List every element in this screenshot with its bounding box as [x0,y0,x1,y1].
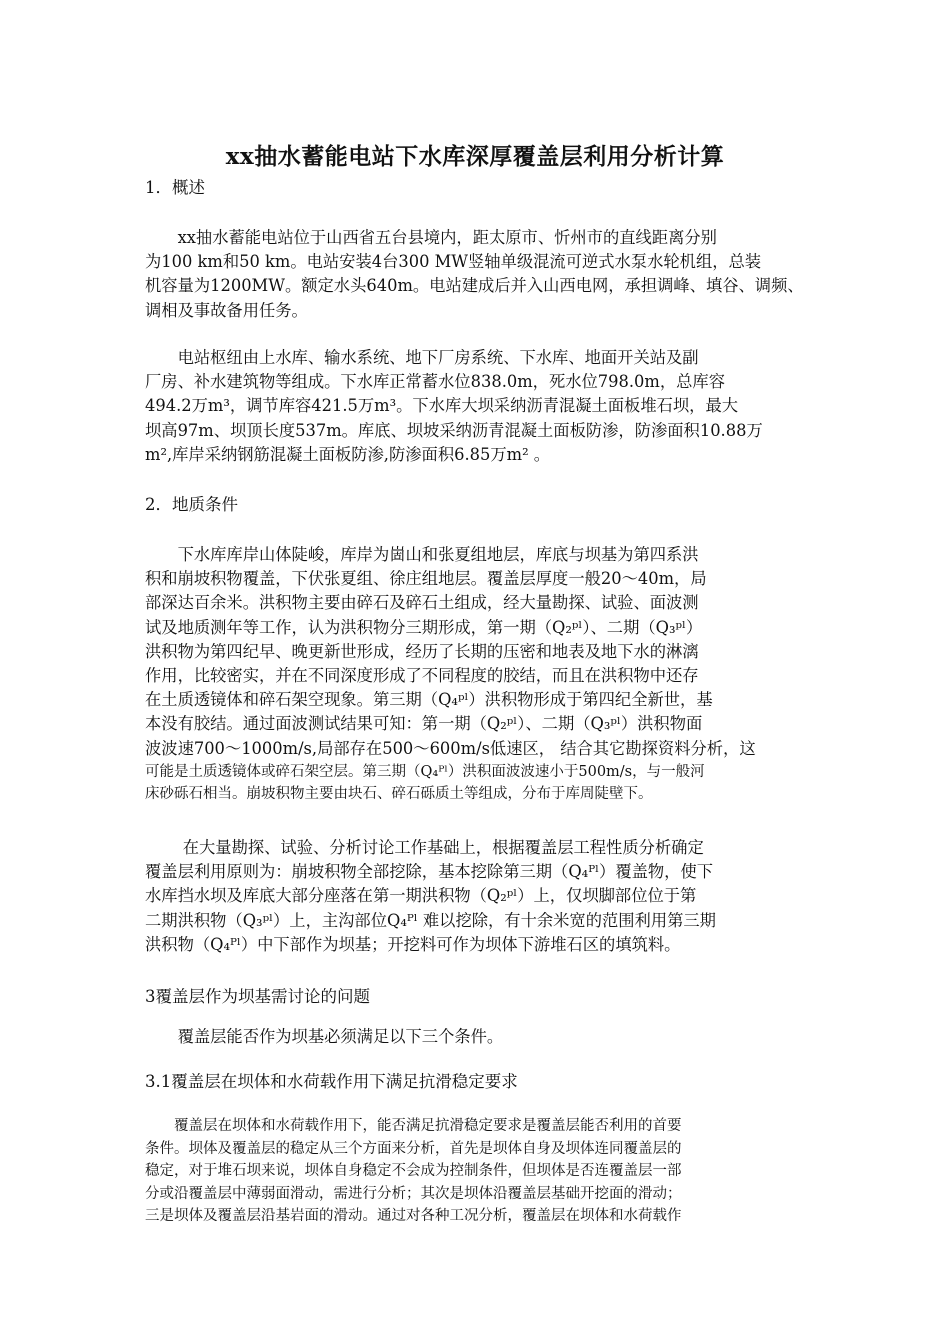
text-line: 洪积物为第四纪早、晚更新世形成，经历了长期的压密和地表及地下水的淋漓 [145,641,699,661]
text-line: 部深达百余米。洪积物主要由碎石及碎石土组成，经大量勘探、试验、面波测 [145,593,699,613]
section-3-1-heading: 3.1覆盖层在坝体和水荷载作用下满足抗滑稳定要求 [145,1072,518,1091]
section-1-heading: 1．概述 [145,178,205,197]
text-line: 试及地质测年等工作，认为洪积物分三期形成，第一期（Q₂ᵖˡ）、二期（Q₃ᵖˡ） [145,617,703,637]
text-line: 三是坝体及覆盖层沿基岩面的滑动。通过对各种工况分析，覆盖层在坝体和水荷载作 [145,1208,682,1224]
text-line: 作用，比较密实，并在不同深度形成了不同程度的胶结，而且在洪积物中还存 [145,666,699,686]
text-line: 下水库库岸山体陡峻，库岸为崮山和张夏组地层，库底与坝基为第四系洪 [145,545,699,564]
text-line: 波波速700～1000m/s,局部存在500～600m/s低速区， 结合其它勘探资料分析，这 [145,738,756,758]
section-3-1-paragraph-1 [145,1115,807,1228]
text-line: 电站枢纽由上水库、输水系统、地下厂房系统、下水库、地面开关站及副 [145,348,699,367]
section-2-heading: 2．地质条件 [145,495,238,514]
text-line: 二期洪积物（Q₃ᵖˡ）上，主沟部位Q₄ᴾˡ 难以挖除，有十余米宽的范围利用第三期 [145,910,716,930]
text-line: xx抽水蓄能电站位于山西省五台县境内，距太原市、忻州市的直线距离分别 [145,228,717,247]
text-line: 覆盖层能否作为坝基必须满足以下三个条件。 [145,1027,504,1046]
text-line: 可能是土质透镜体或碎石架空层。第三期（Q₄ᴾˡ）洪积面波波速小于500m/s，与一般河 [145,763,705,780]
text-line: 水库挡水坝及库底大部分座落在第一期洪积物（Q₂ᵖˡ）上，仅坝脚部位位于第 [145,886,697,906]
text-line: 为100 km和50 km。电站安装4台300 MW竖轴单级混流可逆式水泵水轮机组，总装 [145,252,762,272]
text-line: 分或沿覆盖层中薄弱面滑动，需进行分析；其次是坝体沿覆盖层基础开挖面的滑动； [145,1185,682,1202]
section-1-paragraph-1 [145,226,807,323]
section-2-paragraph-2 [145,836,807,957]
text-line: 机容量为1200MW。额定水头640m。电站建成后并入山西电网，承担调峰、填谷、调频、 [145,276,804,296]
text-line: 覆盖层在坝体和水荷载作用下，能否满足抗滑稳定要求是覆盖层能否利用的首要 [145,1118,682,1134]
text-line: 稳定，对于堆石坝来说，坝体自身稳定不会成为控制条件，但坝体是否连覆盖层一部 [145,1163,682,1179]
text-line: 494.2万m³，调节库容421.5万m³。下水库大坝采纳沥青混凝土面板堆石坝，最大 [145,396,739,416]
text-line: 在大量勘探、试验、分析讨论工作基础上，根据覆盖层工程性质分析确定 [145,838,704,857]
text-line: 调相及事故备用任务。 [145,300,308,320]
text-line: 覆盖层利用原则为：崩坡积物全部挖除，基本挖除第三期（Q₄ᴾˡ）覆盖物，使下 [145,862,714,882]
text-line: 厂房、补水建筑物等组成。下水库正常蓄水位838.0m，死水位798.0m，总库容 [145,372,725,392]
document-title: xx抽水蓄能电站下水库深厚覆盖层利用分析计算 [225,143,725,170]
section-3-heading: 3覆盖层作为坝基需讨论的问题 [145,987,370,1006]
section-1-paragraph-2 [145,346,807,467]
text-line: 坝高97m、坝顶长度537m。库底、坝坡采纳沥青混凝土面板防渗，防渗面积10.88万 [145,420,763,440]
text-line: 洪积物（Q₄ᴾˡ）中下部作为坝基；开挖料可作为坝体下游堆石区的填筑料。 [145,934,681,954]
text-line: 本没有胶结。通过面波测试结果可知：第一期（Q₂ᵖˡ）、二期（Q₃ᵖˡ）洪积物面 [145,714,703,734]
section-2-paragraph-1 [145,543,807,806]
text-line: 在土质透镜体和碎石架空现象。第三期（Q₄ᵖˡ）洪积物形成于第四纪全新世，基 [145,690,713,710]
text-line: m²,库岸采纳钢筋混凝土面板防渗,防渗面积6.85万m² 。 [145,444,551,464]
text-line: 条件。坝体及覆盖层的稳定从三个方面来分析，首先是坝体自身及坝体连同覆盖层的 [145,1140,682,1157]
text-line: 积和崩坡积物覆盖，下伏张夏组、徐庄组地层。覆盖层厚度一般20～40m，局 [145,569,707,589]
section-3-paragraph-1 [145,1025,807,1049]
text-line: 床砂砾石相当。崩坡积物主要由块石、碎石砾质土等组成，分布于库周陡壁下。 [145,786,653,803]
